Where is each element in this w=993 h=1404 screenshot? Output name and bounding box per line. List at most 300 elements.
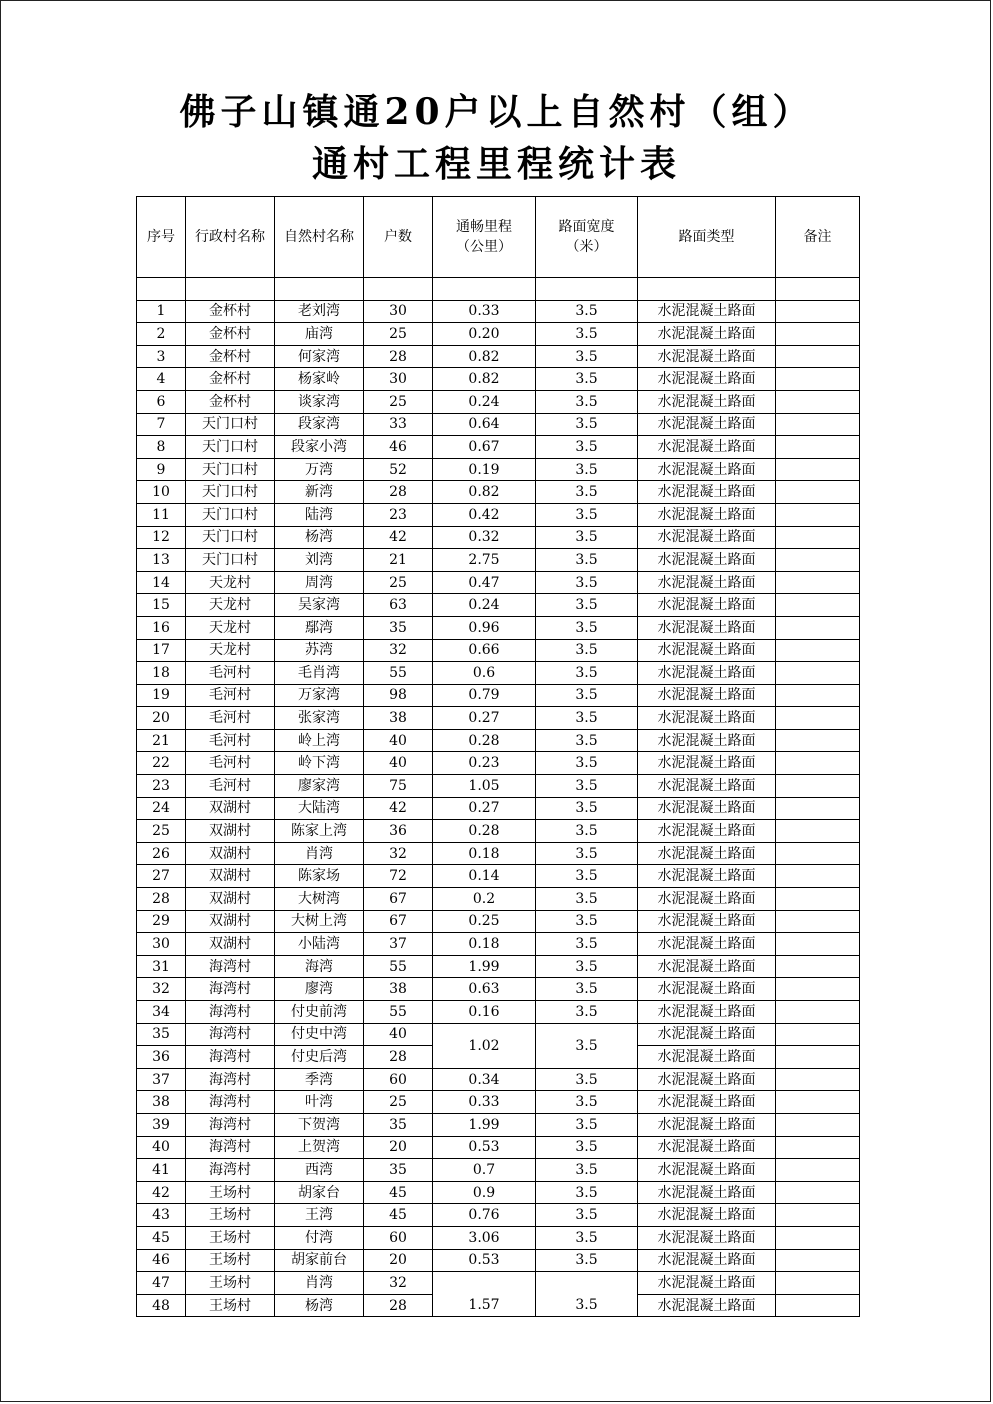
cell-seq: 36 — [137, 1046, 186, 1069]
cell-remarks — [776, 549, 860, 572]
cell-remarks — [776, 526, 860, 549]
cell-road-type: 水泥混凝土路面 — [638, 413, 776, 436]
table-row — [137, 436, 860, 459]
cell-natural-village: 王湾 — [275, 1204, 364, 1227]
cell-road-type: 水泥混凝土路面 — [638, 1046, 776, 1069]
cell-natural-village: 毛肖湾 — [275, 662, 364, 685]
table-row — [137, 865, 860, 888]
cell-natural-village: 陆湾 — [275, 503, 364, 526]
cell-mileage: 0.96 — [433, 616, 536, 639]
cell-remarks — [776, 503, 860, 526]
cell-remarks — [776, 684, 860, 707]
cell-seq: 30 — [137, 933, 186, 956]
cell-seq: 25 — [137, 820, 186, 843]
cell-households: 30 — [364, 300, 433, 323]
cell-mileage: 0.27 — [433, 797, 536, 820]
cell-road-width: 3.5 — [536, 888, 638, 911]
cell-mileage: 0.53 — [433, 1249, 536, 1272]
cell-road-type: 水泥混凝土路面 — [638, 1001, 776, 1024]
cell-natural-village: 下贺湾 — [275, 1113, 364, 1136]
cell-mileage: 0.18 — [433, 842, 536, 865]
table-row — [137, 413, 860, 436]
cell-admin-village: 毛河村 — [186, 684, 275, 707]
cell-seq: 7 — [137, 413, 186, 436]
cell-road-type: 水泥混凝土路面 — [638, 1159, 776, 1182]
mileage-table — [136, 196, 860, 1317]
cell-natural-village: 西湾 — [275, 1159, 364, 1182]
table-row — [137, 323, 860, 346]
cell-road-width: 3.5 — [536, 1159, 638, 1182]
cell-mileage: 0.18 — [433, 933, 536, 956]
cell-natural-village: 陈家上湾 — [275, 820, 364, 843]
cell-road-width: 3.5 — [536, 955, 638, 978]
page-title: 佛子山镇通20户以上自然村（组） — [179, 91, 814, 133]
table-row — [137, 888, 860, 911]
header-road-width: 路面宽度 （米） — [536, 197, 638, 278]
cell-admin-village: 双湖村 — [186, 910, 275, 933]
table-row — [137, 300, 860, 323]
cell-admin-village: 海湾村 — [186, 955, 275, 978]
cell-natural-village: 胡家前台 — [275, 1249, 364, 1272]
cell-road-type: 水泥混凝土路面 — [638, 865, 776, 888]
cell-natural-village: 叶湾 — [275, 1091, 364, 1114]
cell-natural-village: 付史后湾 — [275, 1046, 364, 1069]
table-row — [137, 571, 860, 594]
table-row — [137, 503, 860, 526]
cell-seq: 17 — [137, 639, 186, 662]
cell-households: 46 — [364, 436, 433, 459]
cell-admin-village: 海湾村 — [186, 1091, 275, 1114]
table-row — [137, 933, 860, 956]
cell-mileage: 0.82 — [433, 345, 536, 368]
cell-households: 32 — [364, 639, 433, 662]
cell-mileage: 0.79 — [433, 684, 536, 707]
cell-households: 33 — [364, 413, 433, 436]
spacer-row — [137, 278, 860, 301]
cell-admin-village: 海湾村 — [186, 1136, 275, 1159]
table-row — [137, 1113, 860, 1136]
cell-remarks — [776, 933, 860, 956]
cell-mileage: 0.7 — [433, 1159, 536, 1182]
cell-road-width: 3.5 — [536, 481, 638, 504]
cell-admin-village: 王场村 — [186, 1226, 275, 1249]
cell-seq: 45 — [137, 1226, 186, 1249]
cell-road-type: 水泥混凝土路面 — [638, 955, 776, 978]
cell-natural-village: 何家湾 — [275, 345, 364, 368]
cell-admin-village: 金杯村 — [186, 390, 275, 413]
cell-road-type: 水泥混凝土路面 — [638, 1272, 776, 1295]
table-row — [137, 1023, 860, 1046]
cell-admin-village: 双湖村 — [186, 820, 275, 843]
cell-mileage: 0.64 — [433, 413, 536, 436]
cell-natural-village: 大陆湾 — [275, 797, 364, 820]
cell-admin-village: 王场村 — [186, 1181, 275, 1204]
cell-road-type: 水泥混凝土路面 — [638, 820, 776, 843]
cell-seq: 10 — [137, 481, 186, 504]
table-row — [137, 797, 860, 820]
cell-remarks — [776, 1226, 860, 1249]
cell-households: 98 — [364, 684, 433, 707]
table-row — [137, 729, 860, 752]
cell-mileage: 0.14 — [433, 865, 536, 888]
cell-mileage: 0.28 — [433, 820, 536, 843]
cell-households: 25 — [364, 1091, 433, 1114]
table-row — [137, 910, 860, 933]
cell-mileage: 0.28 — [433, 729, 536, 752]
cell-mileage: 0.82 — [433, 368, 536, 391]
cell-road-width: 3.5 — [536, 436, 638, 459]
cell-natural-village: 付史前湾 — [275, 1001, 364, 1024]
cell-seq: 32 — [137, 978, 186, 1001]
table-row — [137, 752, 860, 775]
table-row — [137, 639, 860, 662]
cell-seq: 16 — [137, 616, 186, 639]
cell-seq: 21 — [137, 729, 186, 752]
cell-road-width: 3.5 — [536, 323, 638, 346]
cell-households: 40 — [364, 752, 433, 775]
cell-remarks — [776, 323, 860, 346]
cell-mileage: 1.57 — [433, 1294, 536, 1317]
cell-seq: 9 — [137, 458, 186, 481]
cell-remarks — [776, 300, 860, 323]
cell-road-width: 3.5 — [536, 1226, 638, 1249]
table-row — [137, 458, 860, 481]
table-row — [137, 1181, 860, 1204]
table-row — [137, 1068, 860, 1091]
cell-road-type: 水泥混凝土路面 — [638, 662, 776, 685]
cell-households: 32 — [364, 1272, 433, 1295]
cell-admin-village: 毛河村 — [186, 707, 275, 730]
cell-natural-village: 老刘湾 — [275, 300, 364, 323]
cell-remarks — [776, 955, 860, 978]
cell-road-width: 3.5 — [536, 662, 638, 685]
cell-road-width: 3.5 — [536, 1181, 638, 1204]
table-row — [137, 662, 860, 685]
cell-remarks — [776, 616, 860, 639]
cell-natural-village: 万家湾 — [275, 684, 364, 707]
cell-road-type: 水泥混凝土路面 — [638, 1204, 776, 1227]
cell-admin-village: 双湖村 — [186, 842, 275, 865]
cell-seq: 19 — [137, 684, 186, 707]
cell-mileage: 1.99 — [433, 955, 536, 978]
cell-natural-village: 岭上湾 — [275, 729, 364, 752]
cell-natural-village: 岭下湾 — [275, 752, 364, 775]
cell-seq: 40 — [137, 1136, 186, 1159]
header-households: 户数 — [364, 197, 433, 278]
cell-road-width: 3.5 — [536, 842, 638, 865]
cell-road-type: 水泥混凝土路面 — [638, 503, 776, 526]
cell-natural-village: 大树湾 — [275, 888, 364, 911]
cell-seq: 42 — [137, 1181, 186, 1204]
cell-road-type: 水泥混凝土路面 — [638, 323, 776, 346]
table-row — [137, 526, 860, 549]
table-row — [137, 390, 860, 413]
cell-mileage: 0.34 — [433, 1068, 536, 1091]
cell-seq: 6 — [137, 390, 186, 413]
cell-road-type: 水泥混凝土路面 — [638, 797, 776, 820]
cell-road-type: 水泥混凝土路面 — [638, 752, 776, 775]
table-row — [137, 368, 860, 391]
cell-road-width: 3.5 — [536, 820, 638, 843]
cell-natural-village: 小陆湾 — [275, 933, 364, 956]
cell-road-type: 水泥混凝土路面 — [638, 458, 776, 481]
table-row — [137, 1001, 860, 1024]
cell-seq: 28 — [137, 888, 186, 911]
table-row — [137, 481, 860, 504]
cell-admin-village: 王场村 — [186, 1294, 275, 1317]
cell-households: 45 — [364, 1204, 433, 1227]
cell-mileage: 0.23 — [433, 752, 536, 775]
cell-mileage: 0.33 — [433, 300, 536, 323]
cell-road-width: 3.5 — [536, 458, 638, 481]
cell-road-width: 3.5 — [536, 571, 638, 594]
cell-remarks — [776, 1023, 860, 1046]
cell-remarks — [776, 1294, 860, 1317]
cell-mileage: 0.20 — [433, 323, 536, 346]
cell-road-width: 3.5 — [536, 707, 638, 730]
cell-admin-village: 金杯村 — [186, 323, 275, 346]
cell-households: 36 — [364, 820, 433, 843]
cell-remarks — [776, 1249, 860, 1272]
header-road-type: 路面类型 — [638, 197, 776, 278]
cell-admin-village: 天龙村 — [186, 571, 275, 594]
cell-remarks — [776, 978, 860, 1001]
table-row — [137, 1136, 860, 1159]
cell-admin-village: 双湖村 — [186, 797, 275, 820]
cell-seq: 26 — [137, 842, 186, 865]
cell-households: 38 — [364, 978, 433, 1001]
cell-road-width: 3.5 — [536, 503, 638, 526]
cell-road-type: 水泥混凝土路面 — [638, 1091, 776, 1114]
cell-remarks — [776, 481, 860, 504]
cell-households: 28 — [364, 345, 433, 368]
table-row — [137, 842, 860, 865]
cell-natural-village: 肖湾 — [275, 842, 364, 865]
cell-mileage: 0.19 — [433, 458, 536, 481]
cell-road-type: 水泥混凝土路面 — [638, 684, 776, 707]
cell-seq: 31 — [137, 955, 186, 978]
cell-households: 42 — [364, 797, 433, 820]
cell-mileage: 0.76 — [433, 1204, 536, 1227]
cell-road-type: 水泥混凝土路面 — [638, 300, 776, 323]
cell-mileage: 0.33 — [433, 1091, 536, 1114]
cell-seq: 34 — [137, 1001, 186, 1024]
cell-admin-village: 天龙村 — [186, 639, 275, 662]
cell-households: 25 — [364, 323, 433, 346]
cell-households: 30 — [364, 368, 433, 391]
cell-natural-village: 谈家湾 — [275, 390, 364, 413]
cell-households: 55 — [364, 1001, 433, 1024]
table-row — [137, 549, 860, 572]
table-row — [137, 1091, 860, 1114]
cell-road-type: 水泥混凝土路面 — [638, 933, 776, 956]
cell-natural-village: 肖湾 — [275, 1272, 364, 1295]
cell-remarks — [776, 436, 860, 459]
cell-admin-village: 毛河村 — [186, 662, 275, 685]
cell-mileage — [433, 1272, 536, 1295]
cell-remarks — [776, 458, 860, 481]
cell-natural-village: 廖湾 — [275, 978, 364, 1001]
cell-admin-village: 金杯村 — [186, 368, 275, 391]
cell-road-width: 3.5 — [536, 978, 638, 1001]
cell-seq: 38 — [137, 1091, 186, 1114]
cell-natural-village: 周湾 — [275, 571, 364, 594]
cell-households: 55 — [364, 662, 433, 685]
table-row — [137, 1294, 860, 1317]
cell-road-type: 水泥混凝土路面 — [638, 910, 776, 933]
cell-households: 20 — [364, 1136, 433, 1159]
cell-road-width: 3.5 — [536, 752, 638, 775]
cell-seq: 24 — [137, 797, 186, 820]
cell-admin-village: 天门口村 — [186, 549, 275, 572]
cell-natural-village: 万湾 — [275, 458, 364, 481]
cell-natural-village: 吴家湾 — [275, 594, 364, 617]
cell-admin-village: 天门口村 — [186, 413, 275, 436]
cell-households: 55 — [364, 955, 433, 978]
cell-road-width: 3.5 — [536, 413, 638, 436]
cell-road-type: 水泥混凝土路面 — [638, 888, 776, 911]
cell-remarks — [776, 571, 860, 594]
cell-remarks — [776, 888, 860, 911]
cell-road-width: 3.5 — [536, 526, 638, 549]
cell-remarks — [776, 1204, 860, 1227]
cell-road-type: 水泥混凝土路面 — [638, 436, 776, 459]
cell-remarks — [776, 639, 860, 662]
cell-seq: 41 — [137, 1159, 186, 1182]
table-row — [137, 684, 860, 707]
cell-mileage: 0.66 — [433, 639, 536, 662]
cell-admin-village: 天龙村 — [186, 594, 275, 617]
cell-natural-village: 杨湾 — [275, 1294, 364, 1317]
cell-road-width: 3.5 — [536, 1091, 638, 1114]
cell-admin-village: 天门口村 — [186, 503, 275, 526]
cell-seq: 20 — [137, 707, 186, 730]
cell-road-type: 水泥混凝土路面 — [638, 1249, 776, 1272]
cell-seq: 3 — [137, 345, 186, 368]
cell-admin-village: 毛河村 — [186, 752, 275, 775]
cell-remarks — [776, 1159, 860, 1182]
cell-remarks — [776, 820, 860, 843]
cell-road-width: 3.5 — [536, 639, 638, 662]
cell-natural-village: 刘湾 — [275, 549, 364, 572]
cell-natural-village: 庙湾 — [275, 323, 364, 346]
cell-mileage: 0.2 — [433, 888, 536, 911]
cell-households: 42 — [364, 526, 433, 549]
table-row — [137, 1249, 860, 1272]
cell-households: 28 — [364, 1294, 433, 1317]
cell-seq: 43 — [137, 1204, 186, 1227]
header-admin-village: 行政村名称 — [186, 197, 275, 278]
cell-seq: 14 — [137, 571, 186, 594]
cell-remarks — [776, 797, 860, 820]
cell-admin-village: 毛河村 — [186, 775, 275, 798]
cell-households: 60 — [364, 1226, 433, 1249]
cell-road-width: 3.5 — [536, 933, 638, 956]
cell-natural-village: 鄢湾 — [275, 616, 364, 639]
cell-remarks — [776, 390, 860, 413]
cell-remarks — [776, 1113, 860, 1136]
cell-road-width: 3.5 — [536, 1113, 638, 1136]
cell-road-type: 水泥混凝土路面 — [638, 390, 776, 413]
cell-remarks — [776, 1068, 860, 1091]
header-remarks: 备注 — [776, 197, 860, 278]
cell-road-width: 3.5 — [536, 1249, 638, 1272]
cell-mileage: 0.42 — [433, 503, 536, 526]
cell-admin-village: 海湾村 — [186, 1023, 275, 1046]
cell-seq: 37 — [137, 1068, 186, 1091]
cell-road-width: 3.5 — [536, 684, 638, 707]
cell-seq: 29 — [137, 910, 186, 933]
cell-households: 28 — [364, 1046, 433, 1069]
cell-mileage: 0.32 — [433, 526, 536, 549]
cell-road-type: 水泥混凝土路面 — [638, 978, 776, 1001]
cell-seq: 22 — [137, 752, 186, 775]
cell-mileage: 3.06 — [433, 1226, 536, 1249]
cell-natural-village: 大树上湾 — [275, 910, 364, 933]
cell-remarks — [776, 594, 860, 617]
cell-road-type: 水泥混凝土路面 — [638, 639, 776, 662]
cell-road-width: 3.5 — [536, 390, 638, 413]
cell-households: 32 — [364, 842, 433, 865]
cell-road-width: 3.5 — [536, 910, 638, 933]
cell-road-type: 水泥混凝土路面 — [638, 1068, 776, 1091]
cell-remarks — [776, 752, 860, 775]
cell-mileage: 1.02 — [433, 1023, 536, 1068]
cell-natural-village: 苏湾 — [275, 639, 364, 662]
cell-households: 75 — [364, 775, 433, 798]
cell-remarks — [776, 1046, 860, 1069]
cell-natural-village: 付史中湾 — [275, 1023, 364, 1046]
cell-natural-village: 廖家湾 — [275, 775, 364, 798]
cell-road-type: 水泥混凝土路面 — [638, 1113, 776, 1136]
cell-natural-village: 胡家台 — [275, 1181, 364, 1204]
cell-seq: 27 — [137, 865, 186, 888]
cell-seq: 35 — [137, 1023, 186, 1046]
cell-road-type: 水泥混凝土路面 — [638, 616, 776, 639]
cell-mileage: 0.63 — [433, 978, 536, 1001]
cell-households: 25 — [364, 390, 433, 413]
cell-road-type: 水泥混凝土路面 — [638, 368, 776, 391]
cell-households: 63 — [364, 594, 433, 617]
cell-admin-village: 王场村 — [186, 1272, 275, 1295]
cell-admin-village: 金杯村 — [186, 345, 275, 368]
cell-remarks — [776, 345, 860, 368]
cell-remarks — [776, 368, 860, 391]
cell-mileage: 0.53 — [433, 1136, 536, 1159]
cell-households: 45 — [364, 1181, 433, 1204]
cell-road-width: 3.5 — [536, 1068, 638, 1091]
cell-remarks — [776, 1136, 860, 1159]
cell-road-type: 水泥混凝土路面 — [638, 1136, 776, 1159]
table-row — [137, 955, 860, 978]
cell-households: 67 — [364, 888, 433, 911]
cell-natural-village: 杨湾 — [275, 526, 364, 549]
cell-natural-village: 段家小湾 — [275, 436, 364, 459]
cell-seq: 2 — [137, 323, 186, 346]
cell-seq: 12 — [137, 526, 186, 549]
cell-road-width: 3.5 — [536, 775, 638, 798]
cell-remarks — [776, 1091, 860, 1114]
cell-road-type: 水泥混凝土路面 — [638, 707, 776, 730]
cell-road-type: 水泥混凝土路面 — [638, 775, 776, 798]
cell-road-width: 3.5 — [536, 345, 638, 368]
cell-seq: 39 — [137, 1113, 186, 1136]
cell-road-width: 3.5 — [536, 797, 638, 820]
cell-admin-village: 海湾村 — [186, 978, 275, 1001]
cell-mileage: 1.05 — [433, 775, 536, 798]
cell-mileage: 0.9 — [433, 1181, 536, 1204]
cell-households: 35 — [364, 1159, 433, 1182]
